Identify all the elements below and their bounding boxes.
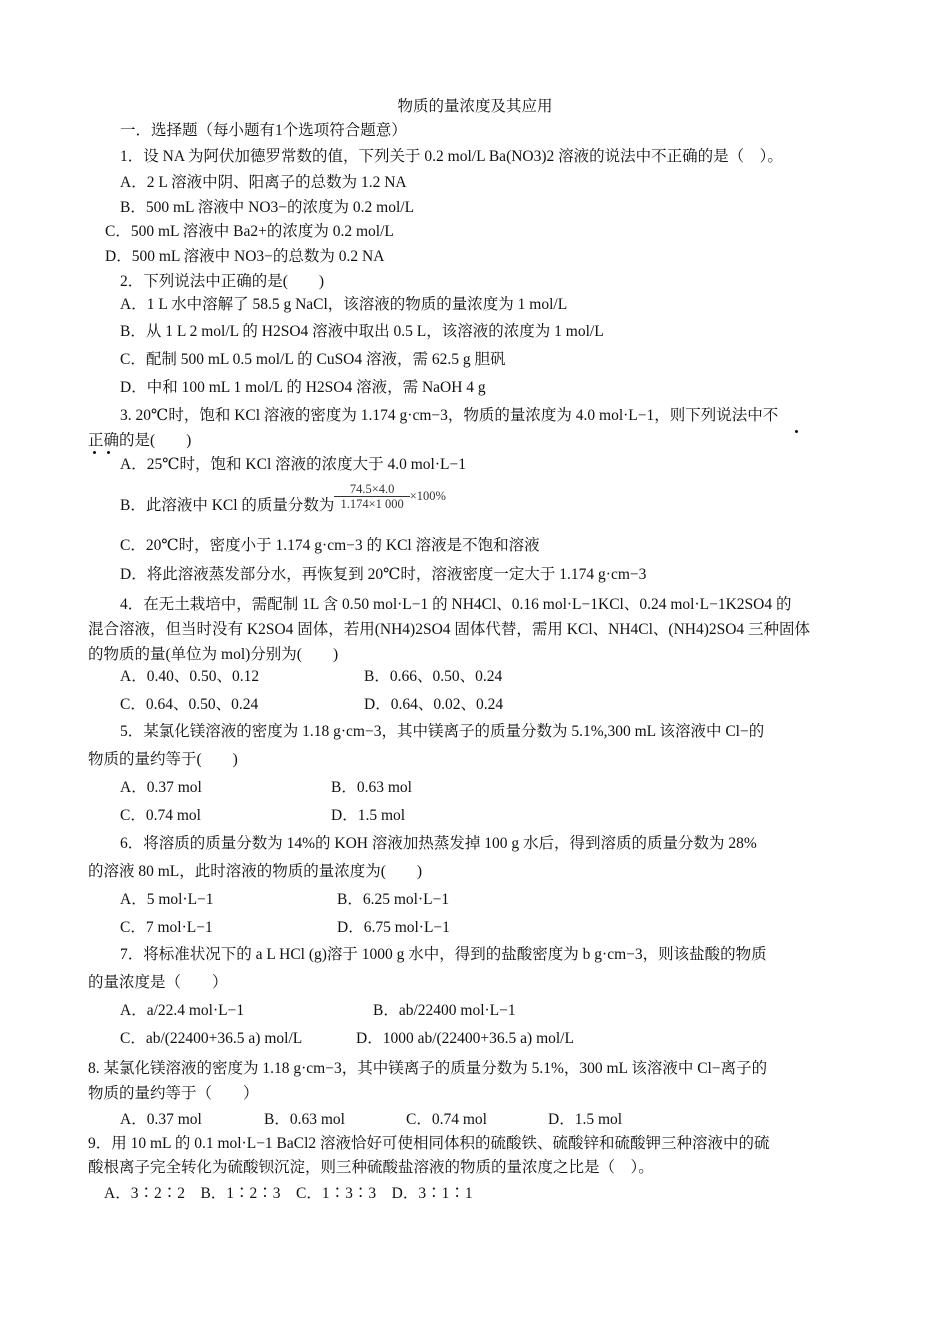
option-2a: A．1 L 水中溶解了 58.5 g NaCl，该溶液的物质的量浓度为 1 mol/L [120,296,568,313]
option-4a: A．0.40、0.50、0.12 [120,668,260,685]
option-8a: A．0.37 mol [120,1111,202,1128]
question-9-line-2: 酸根离子完全转化为硫酸钡沉淀，则三种硫酸盐溶液的物质的量浓度之比是（ ）。 [88,1159,654,1176]
option-4c: C．0.64、0.50、0.24 [120,696,259,713]
option-1b: B．500 mL 溶液中 NO3−的浓度为 0.2 mol/L [120,199,415,216]
option-7d: D．1000 ab/(22400+36.5 a) mol/L [356,1030,574,1047]
question-1: 1．设 NA 为阿伏加德罗常数的值，下列关于 0.2 mol/L Ba(NO3)2 溶液的说法中不正确的是（ ）。 [120,148,783,165]
option-7c: C．ab/(22400+36.5 a) mol/L [120,1030,303,1047]
option-5a: A．0.37 mol [120,779,202,796]
option-5b: B．0.63 mol [331,779,412,796]
option-4d: D．0.64、0.02、0.24 [364,696,504,713]
option-2c: C．配制 500 mL 0.5 mol/L 的 CuSO4 溶液，需 62.5 g 胆矾 [120,351,506,368]
option-8d: D．1.5 mol [548,1111,623,1128]
question-9: 9．用 10 mL 的 0.1 mol·L−1 BaCl2 溶液恰好可使相同体积的硫酸铁、硫酸锌和硫酸钾三种溶液中的硫 [88,1135,770,1152]
question-4-line-3: 的物质的量(单位为 mol)分别为( ) [88,646,339,663]
page-title: 物质的量浓度及其应用 [397,98,553,115]
option-1a: A．2 L 溶液中阴、阳离子的总数为 1.2 NA [120,174,407,191]
question-3-continued: 正确的是( ) [88,432,192,449]
formula-suffix: ×100% [409,489,446,504]
question-8-line-2: 物质的量约等于（ ） [88,1085,259,1102]
option-5c: C．0.74 mol [120,807,201,824]
option-6a: A．5 mol·L−1 [120,891,214,908]
option-8c: C．0.74 mol [406,1111,487,1128]
option-7b: B．ab/22400 mol·L−1 [373,1002,516,1019]
question-6: 6．将溶质的质量分数为 14%的 KOH 溶液加热蒸发掉 100 g 水后，得到溶质的质量分数为 28% [120,835,757,852]
emphasis-dot [107,451,110,454]
mass-fraction-formula [334,482,409,511]
option-4b: B．0.66、0.50、0.24 [364,668,503,685]
option-5d: D．1.5 mol [331,807,406,824]
question-5-line-2: 物质的量约等于( ) [88,751,238,768]
option-8b: B．0.63 mol [264,1111,345,1128]
option-3c: C．20℃时，密度小于 1.174 g·cm−3 的 KCl 溶液是不饱和溶液 [120,537,540,554]
question-7-line-2: 的量浓度是（ ） [88,974,228,991]
formula-numerator: 74.5×4.0 [349,481,395,496]
option-3a: A．25℃时，饱和 KCl 溶液的浓度大于 4.0 mol·L−1 [120,456,466,473]
question-6-line-2: 的溶液 80 mL，此时溶液的物质的量浓度为( ) [88,863,423,880]
section-heading: 一．选择题（每小题有1个选项符合题意） [120,122,407,139]
question-4: 4．在无土栽培中，需配制 1L 含 0.50 mol·L−1 的 NH4Cl、0.16 mol·L−1KCl、0.24 mol·L−1K2SO4 的 [120,596,792,613]
question-4-line-2: 混合溶液，但当时没有 K2SO4 固体，若用(NH4)2SO4 固体代替，需用 KCl、NH4Cl、(NH4)2SO4 三种固体 [88,621,811,638]
option-6d: D．6.75 mol·L−1 [337,919,450,936]
option-6c: C．7 mol·L−1 [120,919,213,936]
question-3: 3. 20℃时，饱和 KCl 溶液的密度为 1.174 g·cm−3，物质的量浓度为 4.0 mol·L−1，则下列说法中不 [120,407,779,424]
emphasis-dot [795,430,798,433]
option-2d: D．中和 100 mL 1 mol/L 的 H2SO4 溶液，需 NaOH 4 g [120,379,486,396]
question-7: 7．将标准状况下的 a L HCl (g)溶于 1000 g 水中，得到的盐酸密度为 b g·cm−3，则该盐酸的物质 [120,946,767,963]
question-2: 2．下列说法中正确的是( ) [120,273,325,290]
option-3b-text: B．此溶液中 KCl 的质量分数为 [120,497,335,514]
question-5: 5．某氯化镁溶液的密度为 1.18 g·cm−3，其中镁离子的质量分数为 5.1%,300 mL 该溶液中 Cl−的 [120,723,765,740]
formula-denominator: 1.174×1 000 [334,496,409,511]
option-3d: D．将此溶液蒸发部分水，再恢复到 20℃时，溶液密度一定大于 1.174 g·cm−3 [120,566,647,583]
emphasis-dot [93,451,96,454]
option-7a: A．a/22.4 mol·L−1 [120,1002,245,1019]
options-9: A．3∶2∶2 B．1∶2∶3 C．1∶3∶3 D．3∶1∶1 [104,1185,473,1202]
option-1c: C．500 mL 溶液中 Ba2+的浓度为 0.2 mol/L [105,223,394,240]
option-1d: D．500 mL 溶液中 NO3−的总数为 0.2 NA [105,248,385,265]
option-6b: B．6.25 mol·L−1 [337,891,450,908]
option-2b: B．从 1 L 2 mol/L 的 H2SO4 溶液中取出 0.5 L，该溶液的浓度为 1 mol/L [120,323,604,340]
question-8: 8. 某氯化镁溶液的密度为 1.18 g·cm−3，其中镁离子的质量分数为 5.1%，300 mL 该溶液中 Cl−离子的 [88,1060,768,1077]
